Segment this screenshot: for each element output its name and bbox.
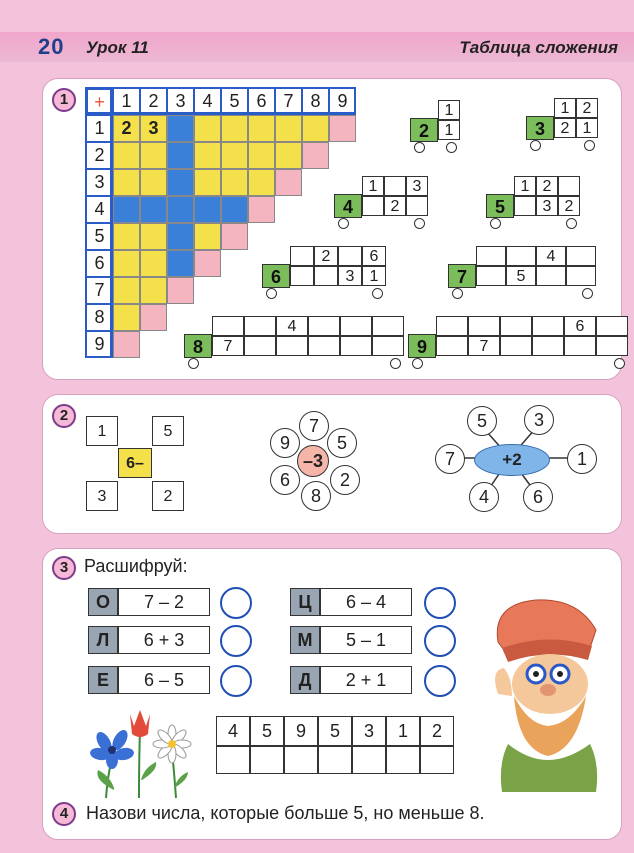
code-number: 3	[352, 716, 386, 746]
table-cell[interactable]	[167, 196, 194, 223]
flower-petal: 2	[330, 465, 360, 495]
cross-bottom-right: 2	[152, 481, 184, 511]
flower-petal: 6	[270, 465, 300, 495]
table-cell[interactable]	[194, 196, 221, 223]
table-cell[interactable]	[113, 304, 140, 331]
table-row-header: 1	[86, 115, 113, 142]
decode-answer-circle[interactable]	[424, 665, 456, 697]
table-cell[interactable]	[221, 223, 248, 250]
table-cell[interactable]	[167, 169, 194, 196]
decode-expression: 2 + 1	[320, 666, 412, 694]
train-engine: 7	[448, 264, 476, 288]
train-cell-bottom[interactable]	[276, 336, 308, 356]
train-wheel	[446, 142, 457, 153]
star-spoke: 3	[524, 405, 554, 435]
train-cell-top[interactable]	[532, 316, 564, 336]
table-cell[interactable]	[275, 142, 302, 169]
table-cell[interactable]	[194, 169, 221, 196]
train-wheel	[530, 140, 541, 151]
train-wheel	[584, 140, 595, 151]
table-cell[interactable]	[221, 115, 248, 142]
table-column-header: 3	[167, 88, 194, 115]
train-cell-bottom[interactable]: 3	[536, 196, 558, 216]
table-cell[interactable]	[221, 169, 248, 196]
train-cell-bottom[interactable]: 1	[362, 266, 386, 286]
train-cell-top[interactable]: 6	[362, 246, 386, 266]
train-wheel	[414, 142, 425, 153]
topic-title: Таблица сложения	[459, 38, 618, 57]
table-column-header: 7	[275, 88, 302, 115]
code-answer-cell[interactable]	[352, 746, 386, 774]
task4-number: 4	[52, 802, 76, 826]
train-cell-bottom[interactable]	[372, 336, 404, 356]
code-answer-cell[interactable]	[250, 746, 284, 774]
table-row-header: 9	[86, 331, 113, 358]
decode-letter: Д	[290, 666, 320, 694]
train-engine: 2	[410, 118, 438, 142]
table-row-header: 3	[86, 169, 113, 196]
train-wheel	[414, 218, 425, 229]
train-cell-bottom[interactable]: 7	[212, 336, 244, 356]
train-cell-top[interactable]	[290, 246, 314, 266]
train-cell-bottom[interactable]	[362, 196, 384, 216]
train-cell-top[interactable]: 1	[554, 98, 576, 118]
decode-letter: О	[88, 588, 118, 616]
gnome-illustration	[478, 574, 618, 794]
train-cell-top[interactable]	[436, 316, 468, 336]
train-cell-top[interactable]	[372, 316, 404, 336]
decode-expression: 6 – 4	[320, 588, 412, 616]
train-cell-top[interactable]	[506, 246, 536, 266]
star-center: +2	[474, 444, 550, 476]
decode-expression: 6 + 3	[118, 626, 210, 654]
table-cell[interactable]	[275, 115, 302, 142]
table-cell[interactable]	[140, 169, 167, 196]
decode-letter: М	[290, 626, 320, 654]
decode-letter: Ц	[290, 588, 320, 616]
decode-expression: 5 – 1	[320, 626, 412, 654]
decode-letter: Е	[88, 666, 118, 694]
flower-petal: 8	[301, 481, 331, 511]
task4-text: Назови числа, которые больше 5, но меньше 8.	[86, 803, 485, 823]
table-cell[interactable]	[194, 250, 221, 277]
train-wheel	[582, 288, 593, 299]
table-cell[interactable]	[113, 169, 140, 196]
code-number: 4	[216, 716, 250, 746]
table-cell[interactable]	[221, 196, 248, 223]
flower-petal: 9	[270, 428, 300, 458]
train-cell-bottom[interactable]	[532, 336, 564, 356]
table-column-header: 5	[221, 88, 248, 115]
train-cell-bottom[interactable]	[290, 266, 314, 286]
decode-letter: Л	[88, 626, 118, 654]
train-cell-top[interactable]	[558, 176, 580, 196]
star-spoke: 7	[435, 444, 465, 474]
table-cell[interactable]	[140, 277, 167, 304]
train-cell-bottom[interactable]	[244, 336, 276, 356]
decode-answer-circle[interactable]	[424, 625, 456, 657]
train-cell-bottom[interactable]: 1	[438, 120, 460, 140]
train-engine: 5	[486, 194, 514, 218]
table-row-header: 8	[86, 304, 113, 331]
flower-center: –3	[297, 445, 329, 477]
train-cell-top[interactable]	[500, 316, 532, 336]
decode-answer-circle[interactable]	[424, 587, 456, 619]
train-engine: 3	[526, 116, 554, 140]
train-cell-top[interactable]: 3	[406, 176, 428, 196]
train-cell-bottom[interactable]	[436, 336, 468, 356]
train-cell-top[interactable]	[338, 246, 362, 266]
table-cell[interactable]	[194, 115, 221, 142]
page-number: 20	[38, 34, 65, 59]
train-cell-bottom[interactable]	[596, 336, 628, 356]
train-cell-bottom[interactable]	[514, 196, 536, 216]
table-cell[interactable]	[194, 142, 221, 169]
task3-number: 3	[52, 556, 76, 580]
table-cell[interactable]	[113, 142, 140, 169]
table-cell[interactable]	[113, 196, 140, 223]
table-cell[interactable]	[302, 142, 329, 169]
train-cell-bottom[interactable]	[340, 336, 372, 356]
table-cell[interactable]	[140, 250, 167, 277]
code-answer-cell[interactable]	[420, 746, 454, 774]
train-cell-top[interactable]	[308, 316, 340, 336]
code-answer-cell[interactable]	[216, 746, 250, 774]
table-row-header: 5	[86, 223, 113, 250]
table-cell[interactable]	[302, 115, 329, 142]
train-cell-bottom[interactable]	[536, 266, 566, 286]
train-cell-top[interactable]: 1	[438, 100, 460, 120]
train-cell-top[interactable]	[476, 246, 506, 266]
train-engine: 9	[408, 334, 436, 358]
table-column-header: 4	[194, 88, 221, 115]
train-wheel	[372, 288, 383, 299]
flower-petal: 5	[327, 428, 357, 458]
table-cell[interactable]	[113, 250, 140, 277]
table-cell[interactable]	[248, 196, 275, 223]
flower-petal: 7	[299, 411, 329, 441]
train-cell-bottom[interactable]	[564, 336, 596, 356]
table-cell[interactable]	[248, 142, 275, 169]
table-cell[interactable]	[275, 169, 302, 196]
table-cell[interactable]	[113, 277, 140, 304]
page-header	[0, 32, 634, 62]
table-cell[interactable]	[167, 115, 194, 142]
table-row-header: 6	[86, 250, 113, 277]
train-cell-top[interactable]	[596, 316, 628, 336]
table-column-header: 8	[302, 88, 329, 115]
task1-number: 1	[52, 88, 76, 112]
train-wheel	[412, 358, 423, 369]
train-wheel	[490, 218, 501, 229]
table-cell[interactable]	[140, 142, 167, 169]
cross-top-left: 1	[86, 416, 118, 446]
train-wheel	[614, 358, 625, 369]
decode-answer-circle[interactable]	[220, 587, 252, 619]
flowers-illustration	[84, 700, 204, 800]
task3-title: Расшифруй:	[84, 556, 188, 576]
code-number: 1	[386, 716, 420, 746]
train-cell-top[interactable]: 6	[564, 316, 596, 336]
table-cell[interactable]	[167, 250, 194, 277]
train-cell-top[interactable]	[468, 316, 500, 336]
code-number: 2	[420, 716, 454, 746]
decode-expression: 6 – 5	[118, 666, 210, 694]
train-cell-bottom[interactable]: 2	[558, 196, 580, 216]
table-column-header: 2	[140, 88, 167, 115]
train-wheel	[188, 358, 199, 369]
train-wheel	[566, 218, 577, 229]
table-cell[interactable]	[167, 142, 194, 169]
table-column-frame	[85, 87, 112, 358]
cross-center: 6–	[118, 448, 152, 478]
table-column-header: 9	[329, 88, 356, 115]
train-cell-bottom[interactable]	[314, 266, 338, 286]
cross-top-right: 5	[152, 416, 184, 446]
train-cell-top[interactable]	[566, 246, 596, 266]
table-cell[interactable]	[167, 223, 194, 250]
train-cell-bottom[interactable]	[476, 266, 506, 286]
train-cell-top[interactable]: 2	[576, 98, 598, 118]
star-spoke: 1	[567, 444, 597, 474]
table-cell[interactable]	[140, 196, 167, 223]
train-engine: 6	[262, 264, 290, 288]
train-cell-top[interactable]: 2	[314, 246, 338, 266]
train-cell-top[interactable]	[244, 316, 276, 336]
train-engine: 8	[184, 334, 212, 358]
train-cell-bottom[interactable]: 3	[338, 266, 362, 286]
table-filled-cell[interactable]: 2	[113, 115, 140, 142]
table-cell[interactable]	[248, 115, 275, 142]
train-cell-top[interactable]: 1	[362, 176, 384, 196]
star-spoke: 5	[467, 406, 497, 436]
table-cell[interactable]	[113, 223, 140, 250]
code-answer-cell[interactable]	[386, 746, 420, 774]
train-cell-top[interactable]	[340, 316, 372, 336]
train-cell-bottom[interactable]	[500, 336, 532, 356]
train-wheel	[338, 218, 349, 229]
code-number: 5	[250, 716, 284, 746]
train-cell-top[interactable]: 4	[276, 316, 308, 336]
train-wheel	[452, 288, 463, 299]
code-number: 9	[284, 716, 318, 746]
lesson-title: Урок 11	[86, 38, 149, 57]
table-cell[interactable]	[329, 115, 356, 142]
train-cell-top[interactable]: 2	[536, 176, 558, 196]
decode-answer-circle[interactable]	[220, 665, 252, 697]
cross-bottom-left: 3	[86, 481, 118, 511]
table-header-frame	[85, 87, 356, 114]
table-cell[interactable]	[194, 223, 221, 250]
train-wheel	[266, 288, 277, 299]
code-answer-cell[interactable]	[318, 746, 352, 774]
table-row-header: 7	[86, 277, 113, 304]
star-spoke: 6	[523, 482, 553, 512]
train-cell-top[interactable]: 4	[536, 246, 566, 266]
train-engine: 4	[334, 194, 362, 218]
table-corner: +	[86, 88, 113, 115]
train-cell-bottom[interactable]: 1	[576, 118, 598, 138]
train-cell-bottom[interactable]: 2	[384, 196, 406, 216]
code-answer-cell[interactable]	[284, 746, 318, 774]
table-cell[interactable]	[221, 142, 248, 169]
train-cell-top[interactable]	[212, 316, 244, 336]
train-cell-top[interactable]: 1	[514, 176, 536, 196]
table-column-header: 6	[248, 88, 275, 115]
table-row-header: 2	[86, 142, 113, 169]
train-cell-bottom[interactable]: 2	[554, 118, 576, 138]
train-cell-bottom[interactable]	[566, 266, 596, 286]
train-cell-top[interactable]	[384, 176, 406, 196]
table-cell[interactable]	[140, 304, 167, 331]
train-cell-bottom[interactable]	[406, 196, 428, 216]
train-cell-bottom[interactable]	[308, 336, 340, 356]
table-cell[interactable]	[167, 277, 194, 304]
code-number: 5	[318, 716, 352, 746]
table-cell[interactable]	[113, 331, 140, 358]
decode-expression: 7 – 2	[118, 588, 210, 616]
train-wheel	[390, 358, 401, 369]
table-filled-cell[interactable]: 3	[140, 115, 167, 142]
decode-answer-circle[interactable]	[220, 625, 252, 657]
train-cell-bottom[interactable]: 7	[468, 336, 500, 356]
train-cell-bottom[interactable]: 5	[506, 266, 536, 286]
table-cell[interactable]	[248, 169, 275, 196]
table-cell[interactable]	[140, 223, 167, 250]
table-row-header: 4	[86, 196, 113, 223]
task2-number: 2	[52, 404, 76, 428]
table-column-header: 1	[113, 88, 140, 115]
star-spoke: 4	[469, 482, 499, 512]
